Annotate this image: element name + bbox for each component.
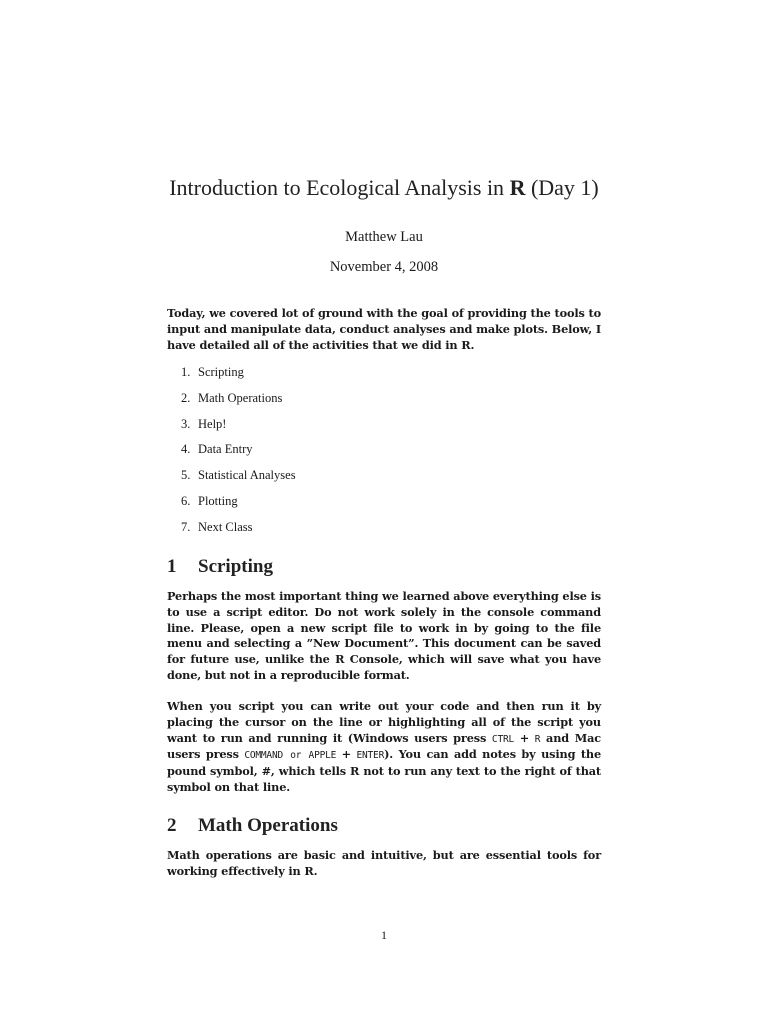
activities-list bbox=[181, 363, 296, 544]
scripting-paragraph-2 bbox=[167, 699, 601, 796]
list-item-label: Scripting bbox=[198, 365, 244, 379]
section-title: Scripting bbox=[198, 556, 273, 577]
list-item bbox=[181, 440, 296, 466]
title-prefix: Introduction to Ecological Analysis in bbox=[169, 175, 510, 200]
text-run: When you script you can write out your code and then run it by placing the cursor on the line or highlighting all of the script you want to run and running it (Windows users press bbox=[167, 699, 601, 745]
document-title bbox=[0, 175, 768, 201]
list-item-number: 2. bbox=[181, 390, 191, 405]
key-command: COMMAND bbox=[244, 750, 283, 762]
list-item-label: Help! bbox=[198, 416, 227, 431]
section-title: Math Operations bbox=[198, 815, 338, 836]
document-date: November 4, 2008 bbox=[329, 259, 439, 275]
list-item bbox=[181, 389, 296, 415]
list-item-label: Next Class bbox=[198, 519, 253, 534]
key-r: R bbox=[534, 733, 541, 745]
text-run-or: or bbox=[283, 750, 309, 762]
scripting-paragraph-1: Perhaps the most important thing we learned above everything else is to use a script editor. Do not work solely in the console command line. Please, open a new script file to work in by going to the file menu and selecting a ”New Document”. This document can be saved for future use, unlike the R Console, which will save what you have done, but not in a reproducible format. bbox=[167, 589, 601, 682]
list-item bbox=[181, 518, 296, 544]
list-item-number: 6. bbox=[181, 493, 191, 508]
list-item-label: Statistical Analyses bbox=[198, 468, 296, 483]
intro-paragraph: Today, we covered lot of ground with the goal of providing the tools to input and manipulate data, conduct analyses and make plots. Below, I have detailed all of the activities that we did in R. bbox=[167, 306, 601, 352]
key-enter: ENTER bbox=[356, 750, 385, 762]
list-item-label: Plotting bbox=[198, 493, 238, 508]
key-apple: APPLE bbox=[308, 750, 337, 762]
page-number: 1 bbox=[381, 928, 387, 942]
list-item-number: 5. bbox=[181, 468, 191, 483]
list-item bbox=[181, 415, 296, 441]
math-paragraph-1: Math operations are basic and intuitive, but are essential tools for working effectively in R. bbox=[167, 848, 601, 878]
text-run: + bbox=[336, 747, 357, 762]
key-ctrl: CTRL bbox=[491, 733, 514, 745]
list-item-label: Math Operations bbox=[198, 390, 283, 405]
list-item-label: Data Entry bbox=[198, 442, 253, 457]
section-number: 2 bbox=[167, 815, 177, 836]
section-number: 1 bbox=[167, 556, 177, 577]
list-item-number: 4. bbox=[181, 442, 191, 457]
list-item bbox=[181, 363, 296, 389]
list-item-number: 1. bbox=[181, 365, 191, 379]
section-heading-scripting bbox=[167, 556, 273, 578]
list-item-number: 7. bbox=[181, 519, 191, 534]
section-heading-math-operations bbox=[167, 815, 338, 837]
text-run: and Mac users press bbox=[167, 730, 601, 762]
title-suffix: (Day 1) bbox=[525, 175, 599, 200]
document-author: Matthew Lau bbox=[345, 229, 423, 245]
list-item-number: 3. bbox=[181, 416, 191, 431]
list-item bbox=[181, 466, 296, 492]
list-item bbox=[181, 492, 296, 518]
text-run: ). You can add notes by using the pound symbol, #, which tells R not to run any text to the right of that symbol on that line. bbox=[167, 747, 602, 794]
title-r: R bbox=[509, 175, 526, 200]
text-run: + bbox=[514, 730, 535, 745]
